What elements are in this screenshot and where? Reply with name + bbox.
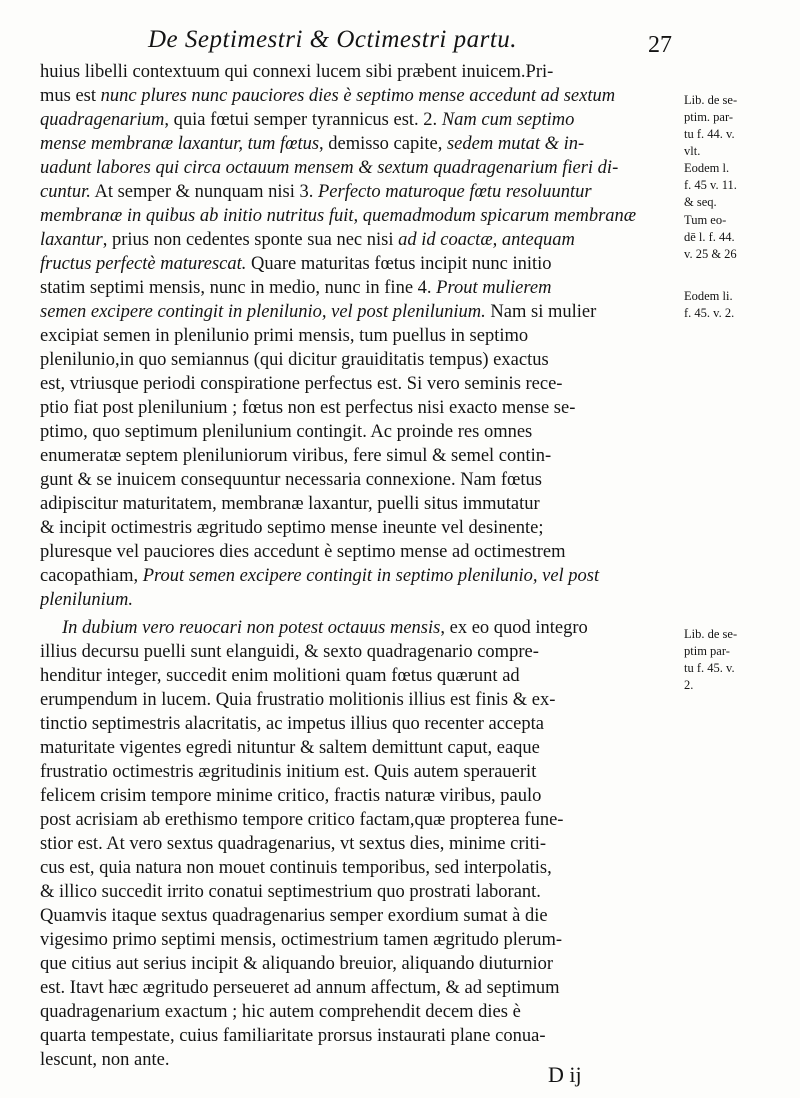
text-segment: vigesimo primo septimi mensis, octimestrium tamen ægritudo plerum-: [40, 930, 563, 950]
text-line: [40, 540, 680, 564]
margin-note-line: & seq.: [684, 195, 717, 209]
text-line: [40, 180, 680, 204]
margin-note: [684, 212, 737, 263]
text-segment: & illico succedit irrito conatui septimestrium quo prostrati laborant.: [40, 882, 541, 902]
running-title: De Septimestri & Octimestri partu.: [148, 26, 518, 53]
text-line: [40, 252, 680, 276]
text-line: [40, 300, 680, 324]
italic-segment: In dubium vero reuocari non potest octauus mensis: [62, 618, 441, 638]
margin-note: [684, 626, 737, 694]
text-segment: quadragenarium exactum ; hic autem comprehendit decem dies è: [40, 1002, 521, 1022]
text-line: [40, 372, 680, 396]
text-segment: Nam si mulier: [485, 302, 597, 322]
text-segment: , ex eo quod integro: [440, 618, 588, 638]
text-segment: cacopathiam,: [40, 566, 143, 586]
text-line: [40, 156, 680, 180]
italic-segment: ad id coactæ, antequam: [398, 230, 575, 250]
margin-note-line: f. 45. v. 2.: [684, 306, 735, 320]
text-segment: pluresque vel pauciores dies accedunt è septimo mense ad octimestrem: [40, 542, 566, 562]
text-line: [40, 276, 680, 300]
margin-note-line: tu f. 45. v.: [684, 661, 735, 675]
text-segment: erumpendum in lucem. Quia frustratio molitionis illius est finis & ex-: [40, 690, 556, 710]
text-segment: tinctio septimestris alacritatis, ac impetus illius quo recenter accepta: [40, 714, 544, 734]
margin-note-line: tu f. 44. v.: [684, 127, 735, 141]
text-line: [40, 420, 680, 444]
text-segment: , quia fœtui semper tyrannicus est. 2.: [164, 110, 442, 130]
margin-note-line: Eodem li.: [684, 289, 733, 303]
text-segment: adipiscitur maturitatem, membranæ laxantur, puelli situs immutatur: [40, 494, 540, 514]
text-line: [40, 616, 680, 640]
text-line: [40, 324, 680, 348]
text-line: [40, 808, 680, 832]
italic-segment: nunc plures nunc pauciores dies è septimo mense accedunt ad sextum: [100, 86, 616, 106]
text-segment: ptio fiat post plenilunium ; fœtus non est perfectus nisi exacto mense se-: [40, 398, 576, 418]
text-segment: quarta tempestate, cuius familiaritate prorsus instaurati plane conua-: [40, 1026, 546, 1046]
margin-note: [684, 160, 737, 211]
text-line: [40, 760, 680, 784]
text-line: [40, 84, 680, 108]
text-segment: cus est, quia natura non mouet continuis temporibus, sed interpolatis,: [40, 858, 552, 878]
text-line: [40, 904, 680, 928]
text-line: [40, 492, 680, 516]
margin-note-line: ptim par-: [684, 644, 730, 658]
italic-segment: uadunt labores qui circa octauum mensem & sextum quadragenarium fieri di-: [40, 158, 619, 178]
italic-segment: sedem mutat & in-: [446, 134, 585, 154]
text-line: [40, 564, 680, 588]
italic-segment: Nam cum septimo: [441, 110, 575, 130]
text-line: [40, 832, 680, 856]
text-line: [40, 976, 680, 1000]
margin-note-line: dē l. f. 44.: [684, 230, 735, 244]
text-line: [40, 664, 680, 688]
italic-segment: mense membranæ laxantur, tum fœtus: [40, 134, 320, 154]
text-segment: huius libelli contextuum qui connexi lucem sibi præbent inuicem.Pri-: [40, 62, 554, 82]
italic-segment: membranæ in quibus ab initio nutritus fuit, quemadmodum spicarum membranæ: [40, 206, 637, 226]
text-line: [40, 516, 680, 540]
text-segment: felicem crisim tempore minime critico, fractis naturæ viribus, paulo: [40, 786, 542, 806]
italic-segment: Perfecto maturoque fœtu resoluuntur: [318, 182, 592, 202]
text-segment: ptimo, quo septimum plenilunium contingit. Ac proinde res omnes: [40, 422, 533, 442]
text-segment: lescunt, non ante.: [40, 1050, 170, 1070]
text-line: [40, 880, 680, 904]
margin-note-line: 2.: [684, 678, 694, 692]
text-line: [40, 132, 680, 156]
text-segment: est, vtriusque periodi conspiratione perfectus est. Si vero seminis rece-: [40, 374, 563, 394]
text-line: [40, 928, 680, 952]
italic-segment: semen excipere contingit in plenilunio, vel post plenilunium.: [40, 302, 486, 322]
text-segment: gunt & se inuicem consequuntur necessaria connexione. Nam fœtus: [40, 470, 542, 490]
text-line: [40, 108, 680, 132]
margin-note-line: Lib. de se-: [684, 627, 738, 641]
text-line: [40, 688, 680, 712]
text-segment: & incipit octimestris ægritudo septimo mense ineunte vel desinente;: [40, 518, 544, 538]
margin-note-line: Lib. de se-: [684, 93, 738, 107]
margin-note-line: ptim. par-: [684, 110, 734, 124]
text-segment: Quamvis itaque sextus quadragenarius semper exordium sumat à die: [40, 906, 548, 926]
italic-segment: Prout mulierem: [436, 278, 552, 298]
italic-segment: laxantur: [40, 230, 103, 250]
text-segment: At semper & nunquam nisi 3.: [90, 182, 318, 202]
text-segment: stior est. At vero sextus quadragenarius, vt sextus dies, minime criti-: [40, 834, 547, 854]
italic-segment: plenilunium.: [40, 590, 134, 610]
text-segment: maturitate vigentes egredi nituntur & saltem demittunt caput, eaque: [40, 738, 540, 758]
text-segment: enumeratæ septem pleniluniorum viribus, fere simul & semel contin-: [40, 446, 552, 466]
text-line: [40, 640, 680, 664]
text-line: [40, 348, 680, 372]
italic-segment: quadragenarium: [40, 110, 165, 130]
text-line: [40, 736, 680, 760]
text-segment: frustratio octimestris ægritudinis initium est. Quis autem sperauerit: [40, 762, 537, 782]
text-segment: , prius non cedentes sponte sua nec nisi: [102, 230, 399, 250]
margin-note: [684, 92, 737, 160]
text-segment: excipiat semen in plenilunio primi mensis, tum puellus in septimo: [40, 326, 529, 346]
text-segment: illius decursu puelli sunt elanguidi, & sexto quadragenario compre-: [40, 642, 539, 662]
italic-segment: Prout semen excipere contingit in septimo plenilunio, vel post: [142, 566, 600, 586]
text-line: [40, 444, 680, 468]
text-line: [40, 952, 680, 976]
text-line: [40, 1000, 680, 1024]
text-line: [40, 856, 680, 880]
text-segment: statim septimi mensis, nunc in medio, nunc in fine 4.: [40, 278, 437, 298]
text-line: [40, 396, 680, 420]
italic-segment: cuntur.: [40, 182, 91, 202]
text-line: [40, 712, 680, 736]
margin-note-line: vlt.: [684, 144, 701, 158]
text-segment: plenilunio,in quo semiannus (qui dicitur grauiditatis tempus) exactus: [40, 350, 549, 370]
text-segment: est. Itavt hæc ægritudo perseueret ad annum affectum, & ad septimum: [40, 978, 560, 998]
signature-mark: D ij: [548, 1062, 582, 1087]
text-segment: , demisso capite,: [319, 134, 447, 154]
margin-note: [684, 288, 734, 322]
margin-note-line: Tum eo-: [684, 213, 727, 227]
text-segment: post acrisiam ab erethismo tempore critico factam,quæ propterea fune-: [40, 810, 564, 830]
text-segment: que citius aut serius incipit & aliquando breuior, aliquando diuturnior: [40, 954, 554, 974]
text-line: [40, 784, 680, 808]
text-line: [40, 60, 680, 84]
text-line: [40, 204, 680, 228]
text-segment: Quare maturitas fœtus incipit nunc initio: [246, 254, 552, 274]
text-line: [40, 468, 680, 492]
margin-note-line: Eodem l.: [684, 161, 730, 175]
italic-segment: fructus perfectè maturescat.: [40, 254, 247, 274]
text-line: [40, 1048, 680, 1072]
margin-note-line: f. 45 v. 11.: [684, 178, 737, 192]
text-line: [40, 1024, 680, 1048]
text-line: [40, 588, 680, 612]
text-line: [40, 228, 680, 252]
page-number: 27: [648, 32, 672, 58]
margin-note-line: v. 25 & 26: [684, 247, 737, 261]
main-text-block: [40, 60, 680, 1072]
text-segment: henditur integer, succedit enim molitioni quam fœtus quærunt ad: [40, 666, 520, 686]
text-segment: mus est: [40, 86, 101, 106]
